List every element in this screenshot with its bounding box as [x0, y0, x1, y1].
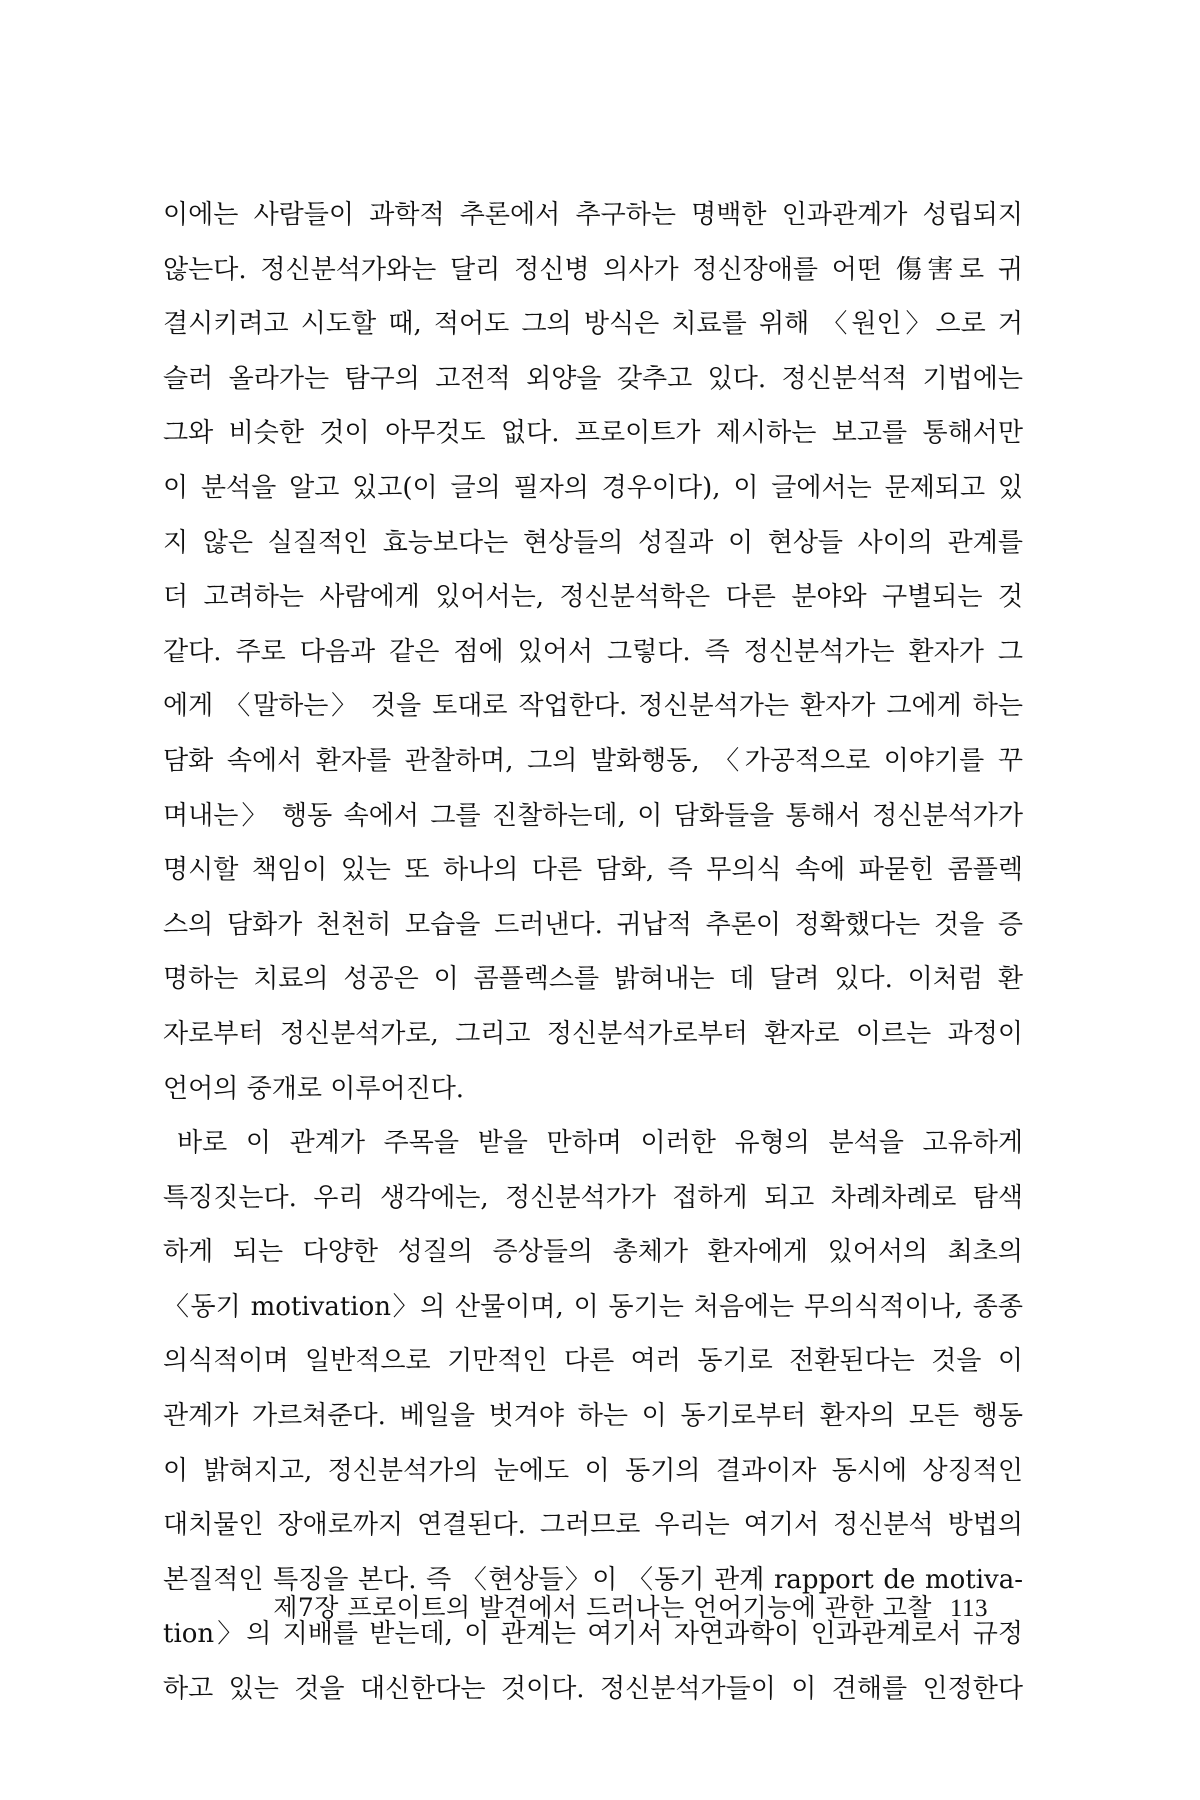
text-line: 명시할 책임이 있는 또 하나의 다른 담화, 즉 무의식 속에 파묻힌 콤플렉 [163, 855, 1023, 886]
text-line: 이에는 사람들이 과학적 추론에서 추구하는 명백한 인과관계가 성립되지 [163, 200, 1023, 230]
body-text [163, 188, 1023, 1717]
page-number: 113 [949, 1595, 988, 1622]
text-line: 〈동기 motivation〉의 산물이며, 이 동기는 처음에는 무의식적이나, 종종 [163, 1291, 1023, 1322]
text-line: 대치물인 장애로까지 연결된다. 그러므로 우리는 여기서 정신분석 방법의 [163, 1510, 1023, 1541]
text-line: 이 분석을 알고 있고(이 글의 필자의 경우이다), 이 글에서는 문제되고 있 [163, 472, 1023, 503]
text-line: 본질적인 특징을 본다. 즉 〈현상들〉이 〈동기 관계 rapport de motiva- [163, 1564, 1023, 1595]
text-line: 하고 있는 것을 대신한다는 것이다. 정신분석가들이 이 견해를 인정한다 [163, 1674, 1023, 1705]
text-line: 스의 담화가 천천히 모습을 드러낸다. 귀납적 추론이 정확했다는 것을 증 [163, 909, 1023, 940]
paragraph-first-line: 바로 이 관계가 주목을 받을 만하며 이러한 유형의 분석을 고유하게 [177, 1128, 1023, 1159]
text-line: tion〉의 지배를 받는데, 이 관계는 여기서 자연과학이 인과관계로서 규정 [163, 1619, 1023, 1650]
chapter-title: 제7장 프로이트의 발견에서 드러나는 언어기능에 관한 고찰 [273, 1593, 932, 1622]
text-line: 결시키려고 시도할 때, 적어도 그의 방식은 치료를 위해 〈원인〉으로 거 [163, 309, 1023, 340]
text-line: 하게 되는 다양한 성질의 증상들의 총체가 환자에게 있어서의 최초의 [163, 1237, 1023, 1268]
text-line: 에게 〈말하는〉 것을 토대로 작업한다. 정신분석가는 환자가 그에게 하는 [163, 691, 1023, 722]
text-line: 더 고려하는 사람에게 있어서는, 정신분석학은 다른 분야와 구별되는 것 [163, 582, 1023, 613]
text-line: 지 않은 실질적인 효능보다는 현상들의 성질과 이 현상들 사이의 관계를 [163, 527, 1023, 558]
text-line: 특징짓는다. 우리 생각에는, 정신분석가가 접하게 되고 차례차례로 탐색 [163, 1182, 1023, 1213]
text-line: 의식적이며 일반적으로 기만적인 다른 여러 동기로 전환된다는 것을 이 [163, 1346, 1023, 1377]
text-line: 그와 비슷한 것이 아무것도 없다. 프로이트가 제시하는 보고를 통해서만 [163, 418, 1023, 449]
text-line: 명하는 치료의 성공은 이 콤플렉스를 밝혀내는 데 달려 있다. 이처럼 환 [163, 964, 1023, 995]
text-line: 않는다. 정신분석가와는 달리 정신병 의사가 정신장애를 어떤 傷害로 귀 [163, 254, 1023, 285]
text-line: 자로부터 정신분석가로, 그리고 정신분석가로부터 환자로 이르는 과정이 [163, 1018, 1023, 1049]
text-line: 며내는〉 행동 속에서 그를 진찰하는데, 이 담화들을 통해서 정신분석가가 [163, 800, 1023, 831]
text-line: 같다. 주로 다음과 같은 점에 있어서 그렇다. 즉 정신분석가는 환자가 그 [163, 636, 1023, 667]
page-footer [228, 1588, 988, 1628]
text-line: 이 밝혀지고, 정신분석가의 눈에도 이 동기의 결과이자 동시에 상징적인 [163, 1455, 1023, 1486]
paragraph-last-line: 언어의 중개로 이루어진다. [163, 1073, 465, 1104]
text-line: 슬러 올라가는 탐구의 고전적 외양을 갖추고 있다. 정신분석적 기법에는 [163, 363, 1023, 394]
text-line: 담화 속에서 환자를 관찰하며, 그의 발화행동, 〈가공적으로 이야기를 꾸 [163, 745, 1023, 776]
text-line: 관계가 가르쳐준다. 베일을 벗겨야 하는 이 동기로부터 환자의 모든 행동 [163, 1401, 1023, 1432]
